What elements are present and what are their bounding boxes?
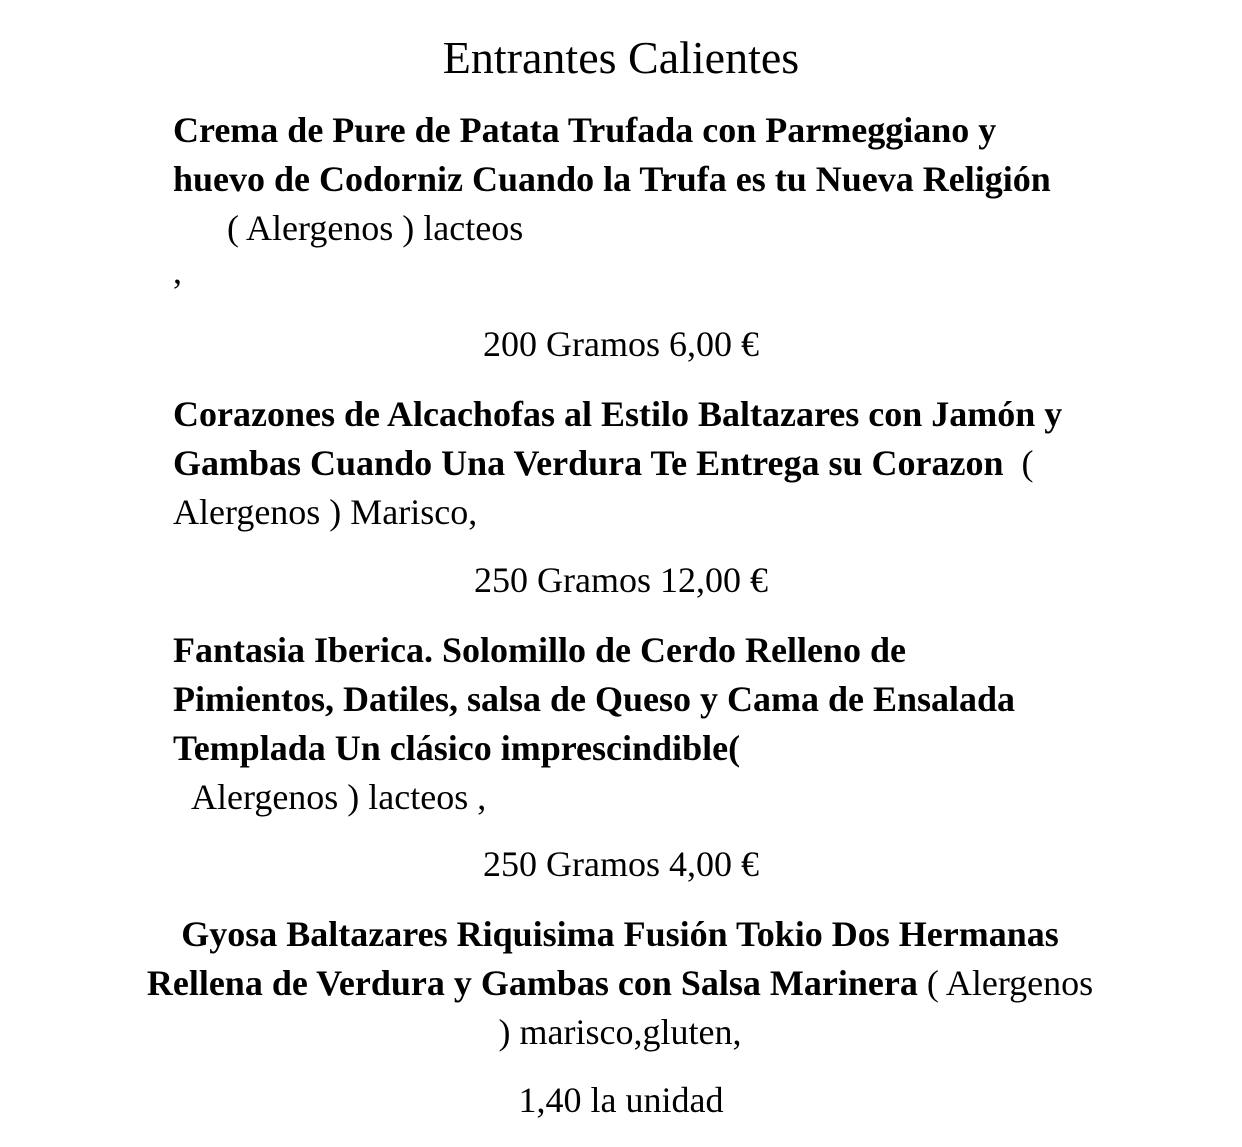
item-name: Gyosa Baltazares Riquisima Fusión Tokio Dos Hermanas Rellena de Verdura y Gambas con Salsa Marinera xyxy=(146,914,1059,1003)
item-allergens: ( Alergenos ) marisco,gluten, xyxy=(498,963,1094,1052)
item-price: 250 Gramos 12,00 € xyxy=(474,560,768,600)
menu-item-crema-patata xyxy=(173,106,1073,289)
menu-item-corazones-alcachofas xyxy=(173,390,1073,537)
item-price: 250 Gramos 4,00 € xyxy=(483,844,759,884)
item-allergens: Alergenos ) lacteos , xyxy=(191,777,487,817)
menu-item-gyosa xyxy=(140,910,1100,1057)
item-price: 1,40 la unidad xyxy=(518,1080,724,1120)
menu-item-fantasia-iberica xyxy=(173,626,1073,822)
item-name: Fantasia Iberica. Solomillo de Cerdo Relleno de Pimientos, Datiles, salsa de Queso y Cama de Ensalada Templada Un clásico imprescindible( xyxy=(173,630,1016,768)
item-name: Corazones de Alcachofas al Estilo Baltazares con Jamón y Gambas Cuando Una Verdura Te Entrega su Corazon xyxy=(173,394,1063,483)
item-allergens: ( Alergenos ) lacteos xyxy=(227,208,524,248)
item-price: 200 Gramos 6,00 € xyxy=(483,324,759,364)
item-trailing-comma: , xyxy=(173,251,182,291)
page-title: Entrantes Calientes xyxy=(442,32,800,83)
item-allergens: ( Alergenos ) Marisco, xyxy=(173,443,1034,532)
item-name: Crema de Pure de Patata Trufada con Parmeggiano y huevo de Codorniz Cuando la Trufa es tu Nueva Religión xyxy=(173,110,1051,199)
